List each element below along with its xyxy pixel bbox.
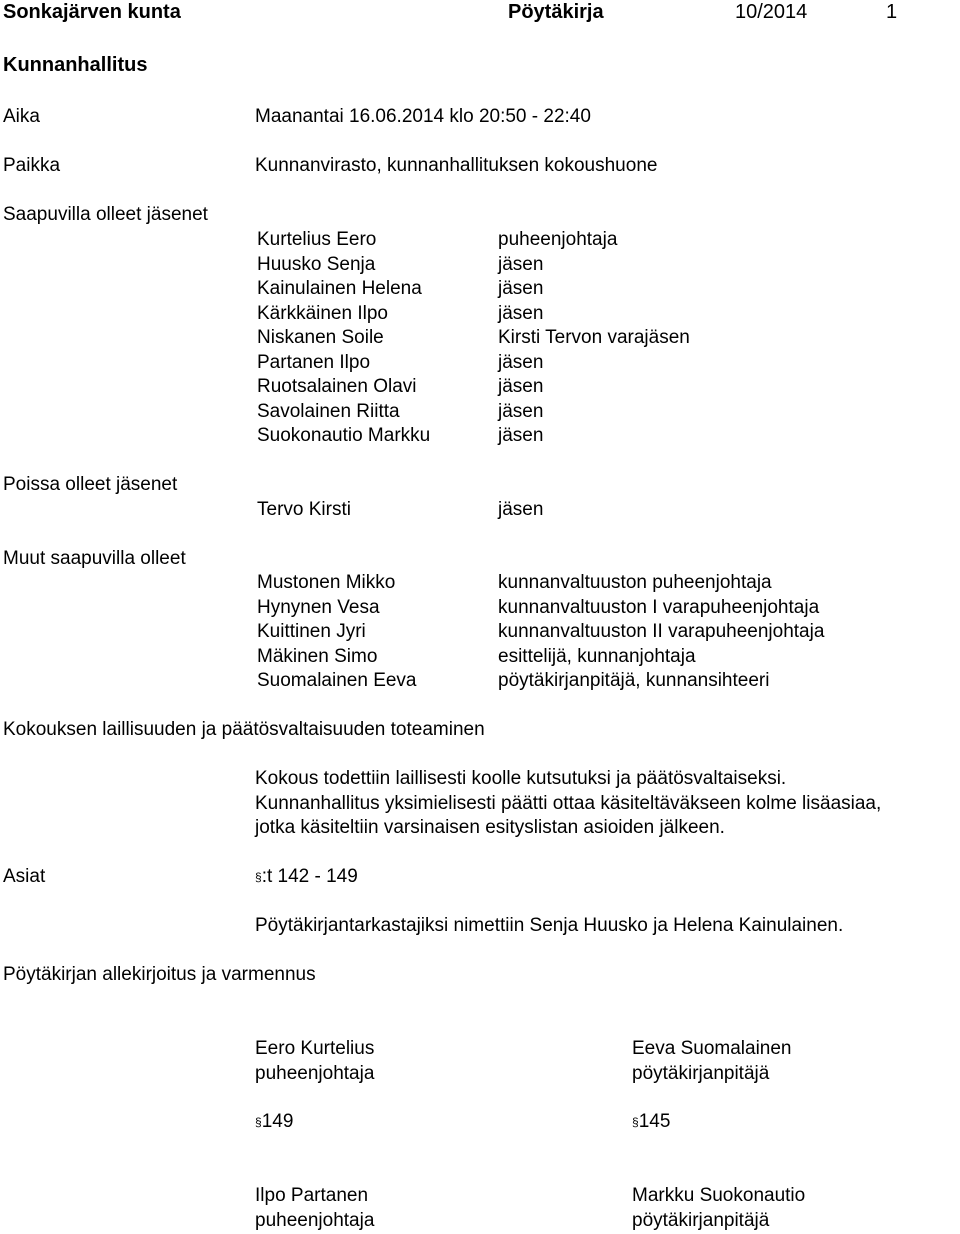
absent-member-role: jäsen bbox=[498, 499, 544, 520]
member-role: jäsen bbox=[498, 278, 544, 299]
section-sign-icon: § bbox=[255, 870, 262, 884]
signer-name: Ilpo Partanen bbox=[255, 1185, 369, 1206]
member-name: Kärkkäinen Ilpo bbox=[257, 302, 388, 324]
member-name: Kurtelius Eero bbox=[257, 229, 377, 250]
signer-title: pöytäkirjanpitäjä bbox=[632, 1062, 770, 1084]
attendee-name: Hynynen Vesa bbox=[257, 596, 380, 618]
member-role: jäsen bbox=[498, 376, 544, 397]
signer-name: Markku Suokonautio bbox=[632, 1185, 806, 1206]
attendee-name: Kuittinen Jyri bbox=[257, 621, 366, 642]
attendee-name: Suomalainen Eeva bbox=[257, 670, 417, 691]
signer-title: puheenjohtaja bbox=[255, 1209, 375, 1231]
page-number: 1 bbox=[886, 1, 898, 23]
signature-section bbox=[632, 1111, 670, 1134]
inspectors-text: Pöytäkirjantarkastajiksi nimettiin Senja Huusko ja Helena Kainulainen. bbox=[255, 915, 844, 936]
absent-members-label: Poissa olleet jäsenet bbox=[3, 474, 178, 495]
attendee-role: kunnanvaltuuston II varapuheenjohtaja bbox=[498, 621, 825, 642]
legality-heading: Kokouksen laillisuuden ja päätösvaltaisuuden toteaminen bbox=[3, 719, 485, 740]
section-number: 145 bbox=[638, 1111, 671, 1132]
signer-name: Eeva Suomalainen bbox=[632, 1038, 792, 1059]
member-name: Huusko Senja bbox=[257, 253, 376, 275]
member-name: Savolainen Riitta bbox=[257, 400, 400, 422]
member-role: jäsen bbox=[498, 425, 544, 446]
signature-heading: Pöytäkirjan allekirjoitus ja varmennus bbox=[3, 964, 316, 985]
member-name: Niskanen Soile bbox=[257, 327, 384, 348]
section-number: 149 bbox=[261, 1111, 294, 1132]
signer-title: puheenjohtaja bbox=[255, 1062, 375, 1084]
governing-body: Kunnanhallitus bbox=[3, 54, 148, 76]
signature-section bbox=[255, 1111, 293, 1134]
matters-range bbox=[255, 866, 358, 889]
signer-name: Eero Kurtelius bbox=[255, 1038, 375, 1059]
member-name: Kainulainen Helena bbox=[257, 278, 422, 299]
attendee-name: Mäkinen Simo bbox=[257, 645, 378, 667]
attendee-role: kunnanvaltuuston puheenjohtaja bbox=[498, 572, 772, 593]
legality-line: jotka käsiteltiin varsinaisen esityslistan asioiden jälkeen. bbox=[255, 817, 725, 838]
member-role: jäsen bbox=[498, 351, 544, 373]
member-role: puheenjohtaja bbox=[498, 229, 618, 250]
municipality-name: Sonkajärven kunta bbox=[3, 1, 181, 23]
signer-title: pöytäkirjanpitäjä bbox=[632, 1209, 770, 1231]
place-value: Kunnanvirasto, kunnanhallituksen kokoushuone bbox=[255, 155, 658, 176]
section-sign-icon: § bbox=[255, 1115, 262, 1129]
document-number: 10/2014 bbox=[735, 1, 808, 23]
member-role: jäsen bbox=[498, 302, 544, 324]
document-type: Pöytäkirja bbox=[508, 1, 604, 23]
present-members-label: Saapuvilla olleet jäsenet bbox=[3, 204, 208, 225]
attendee-role: esittelijä, kunnanjohtaja bbox=[498, 645, 696, 667]
matters-value: :t 142 - 149 bbox=[261, 866, 358, 887]
member-role: Kirsti Tervon varajäsen bbox=[498, 327, 690, 348]
absent-member-name: Tervo Kirsti bbox=[257, 499, 351, 520]
member-name: Partanen Ilpo bbox=[257, 351, 371, 373]
time-label: Aika bbox=[3, 106, 40, 127]
legality-line: Kunnanhallitus yksimielisesti päätti ottaa käsiteltäväkseen kolme lisäasiaa, bbox=[255, 792, 882, 814]
member-role: jäsen bbox=[498, 400, 544, 422]
section-sign-icon: § bbox=[632, 1115, 639, 1129]
member-name: Ruotsalainen Olavi bbox=[257, 376, 417, 397]
member-name: Suokonautio Markku bbox=[257, 425, 431, 446]
legality-paragraph bbox=[255, 767, 881, 841]
matters-label: Asiat bbox=[3, 866, 46, 887]
attendee-role: pöytäkirjanpitäjä, kunnansihteeri bbox=[498, 670, 770, 691]
other-attendees-label: Muut saapuvilla olleet bbox=[3, 548, 186, 569]
attendee-role: kunnanvaltuuston I varapuheenjohtaja bbox=[498, 596, 820, 618]
attendee-name: Mustonen Mikko bbox=[257, 572, 396, 593]
place-label: Paikka bbox=[3, 155, 61, 176]
member-role: jäsen bbox=[498, 253, 544, 275]
legality-line: Kokous todettiin laillisesti koolle kutsutuksi ja päätösvaltaiseksi. bbox=[255, 768, 787, 789]
time-value: Maanantai 16.06.2014 klo 20:50 - 22:40 bbox=[255, 106, 591, 127]
